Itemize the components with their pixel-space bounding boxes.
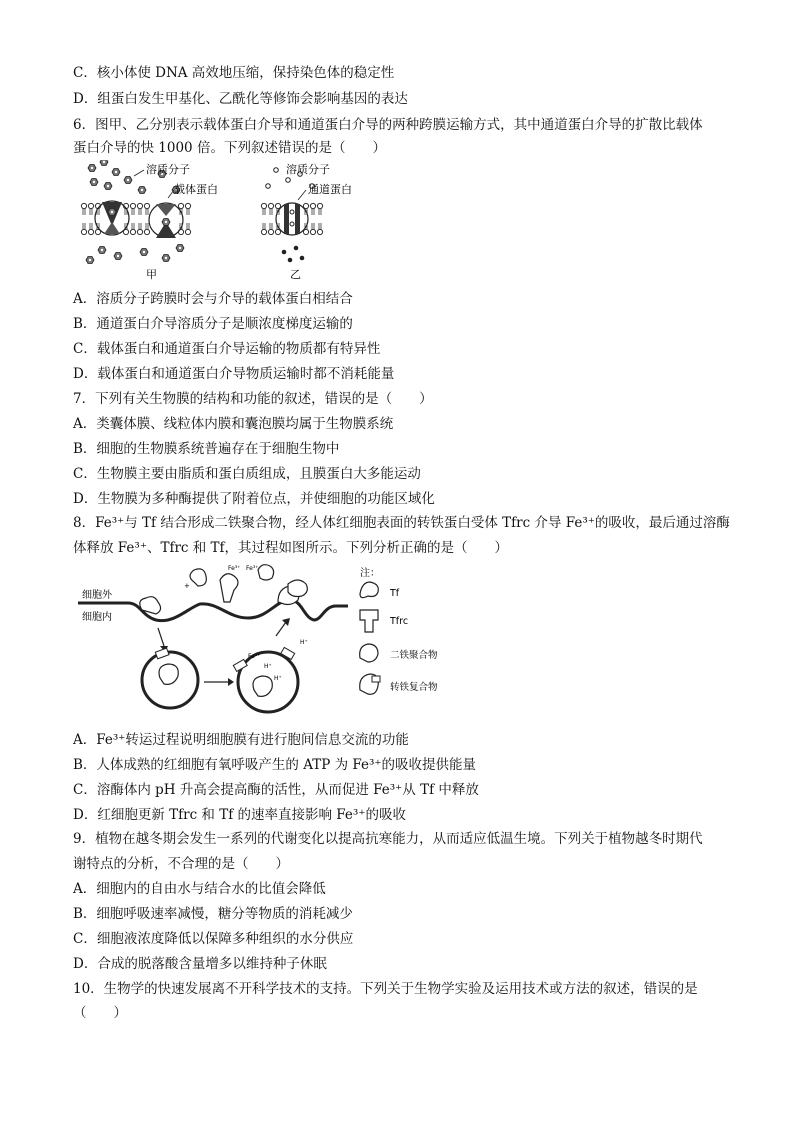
legend-complex: 转铁复合物 [390, 682, 438, 693]
fe-label-1: Fe³⁺ [228, 565, 241, 572]
option-8a: A．Fe³⁺转运过程说明细胞膜有进行胞间信息交流的功能 [73, 732, 409, 748]
line-2: D．组蛋白发生甲基化、乙酰化等修饰会影响基因的表达 [73, 91, 408, 107]
option-8b: B．人体成熟的红细胞有氧呼吸产生的 ATP 为 Fe³⁺的吸收提供能量 [73, 757, 477, 773]
carrier-protein-1 [95, 201, 129, 235]
lysosome [233, 639, 307, 712]
surface-complexes [140, 565, 308, 614]
legend-tf: Tf [390, 588, 400, 599]
label-solute-right: 溶质分子 [286, 163, 330, 176]
option-9b: B．细胞呼吸速率减慢，糖分等物质的消耗减少 [73, 906, 353, 922]
question-9-stem-cont: 谢特点的分析，不合理的是（ ） [73, 856, 289, 872]
legend-tfrc: Tfrc [390, 616, 409, 627]
membrane-transport-figure [80, 160, 380, 282]
legend-tfrc-icon [360, 610, 378, 632]
label-solute-left: 溶质分子 [146, 163, 190, 176]
legend-note: 注： [360, 568, 380, 579]
legend-diferric: 二铁聚合物 [390, 650, 438, 661]
h-label-3: H⁺ [300, 639, 308, 646]
option-7b: B．细胞的生物膜系统普遍存在于细胞生物中 [73, 441, 340, 457]
option-7c: C．生物膜主要由脂质和蛋白质组成，且膜蛋白大多能运动 [73, 466, 421, 482]
channel-protein [276, 203, 308, 235]
carrier-panel [81, 160, 218, 281]
label-channel-protein: 通道蛋白 [308, 183, 352, 196]
question-8-stem-cont: 体释放 Fe³⁺、Tfrc 和 Tf，其过程如图所示。下列分析正确的是（ ） [73, 540, 509, 556]
fe-label-2: Fe³⁺ [246, 565, 259, 572]
option-9c: C．细胞液浓度降低以保障多种组织的水分供应 [73, 931, 354, 947]
legend-tf-icon [360, 582, 378, 598]
question-6-stem: 6．图甲、乙分别表示载体蛋白介导和通道蛋白介导的两种跨膜运输方式，其中通道蛋白介导的扩散比载体 [73, 117, 703, 133]
fe-label-3: Fe³⁺ [248, 653, 261, 660]
legend-diferric-icon [360, 644, 378, 662]
cell-membrane [78, 600, 348, 621]
channel-panel [261, 162, 352, 281]
line-1: C．核小体使 DNA 高效地压缩，保持染色体的稳定性 [73, 65, 395, 81]
label-jia: 甲 [146, 268, 157, 281]
h-label-1: H⁺ [264, 663, 272, 670]
option-9a: A．细胞内的自由水与结合水的比值会降低 [73, 881, 326, 897]
question-10-stem-cont: （ ） [73, 1005, 127, 1021]
option-6a: A．溶质分子跨膜时会与介导的载体蛋白相结合 [73, 291, 353, 307]
svg-text:+: + [184, 582, 190, 590]
option-6c: C．载体蛋白和通道蛋白介导运输的物质都有特异性 [73, 341, 381, 357]
h-label-2: H⁺ [274, 675, 282, 682]
solute-hexagons-bottom [86, 245, 184, 264]
question-6-stem-cont: 蛋白介导的快 1000 倍。下列叙述错误的是（ ） [73, 140, 386, 156]
label-inside: 细胞内 [82, 612, 112, 623]
option-8c: C．溶酶体内 pH 升高会提高酶的活性，从而促进 Fe³⁺从 Tf 中释放 [73, 782, 479, 798]
lipid-bilayer-right [261, 203, 322, 234]
option-8d: D．红细胞更新 Tfrc 和 Tf 的速率直接影响 Fe³⁺的吸收 [73, 807, 406, 823]
option-7d: D．生物膜为多种酶提供了附着位点，并使细胞的功能区域化 [73, 491, 435, 507]
label-yi: 乙 [290, 268, 301, 281]
question-10-stem: 10．生物学的快速发展离不开科学技术的支持。下列关于生物学实验及运用技术或方法的叙述，错误的是 [73, 981, 698, 997]
carrier-protein-2 [149, 203, 183, 238]
label-carrier-protein: 载体蛋白 [174, 183, 218, 196]
question-7-stem: 7．下列有关生物膜的结构和功能的叙述，错误的是（ ） [73, 391, 433, 407]
legend [360, 567, 438, 694]
question-9-stem: 9．植物在越冬期会发生一系列的代谢变化以提高抗寒能力，从而适应低温生境。下列关于植物越冬时期代 [73, 831, 703, 847]
question-8-stem: 8．Fe³⁺与 Tf 结合形成二铁聚合物，经人体红细胞表面的转铁蛋白受体 Tfrc 介导 Fe³⁺的吸收，最后通过溶酶 [73, 515, 730, 531]
option-7a: A．类囊体膜、线粒体内膜和囊泡膜均属于生物膜系统 [73, 416, 394, 432]
option-6b: B．通道蛋白介导溶质分子是顺浓度梯度运输的 [73, 316, 353, 332]
endosome-1 [142, 648, 198, 708]
solute-dots-bottom [282, 246, 305, 263]
label-outside: 细胞外 [82, 590, 112, 601]
iron-uptake-figure [78, 562, 468, 722]
option-9d: D．合成的脱落酸含量增多以维持种子休眠 [73, 956, 327, 972]
option-6d: D．载体蛋白和通道蛋白介导物质运输时都不消耗能量 [73, 366, 395, 382]
